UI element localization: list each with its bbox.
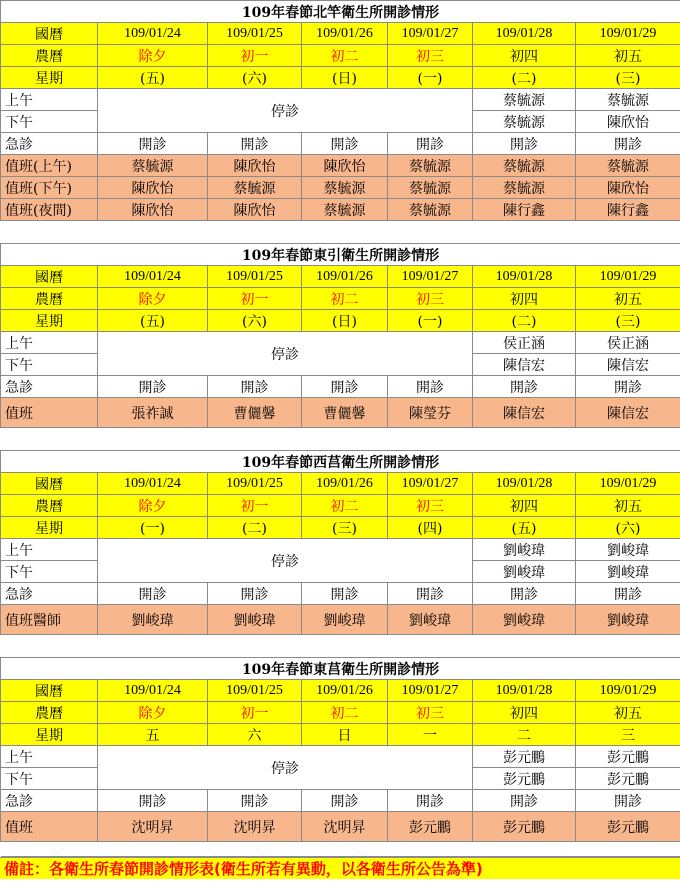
date-cell: 109/01/26 bbox=[302, 266, 388, 288]
weekday-cell: (三) bbox=[302, 517, 388, 539]
emergency-cell: 開診 bbox=[208, 376, 302, 398]
lunar-cell: 初二 bbox=[302, 702, 388, 724]
calendar-row bbox=[1, 680, 680, 702]
weekday-cell: (一) bbox=[388, 310, 473, 332]
calendar-row bbox=[1, 23, 680, 45]
weekday-cell: (四) bbox=[388, 517, 473, 539]
spacer-row bbox=[1, 221, 680, 244]
date-cell: 109/01/25 bbox=[208, 473, 302, 495]
duty-cell: 彭元鵬 bbox=[576, 812, 680, 842]
lunar-cell: 初四 bbox=[473, 702, 576, 724]
calendar-row bbox=[1, 473, 680, 495]
date-cell: 109/01/27 bbox=[388, 680, 473, 702]
lunar-row bbox=[1, 288, 680, 310]
date-cell: 109/01/28 bbox=[473, 680, 576, 702]
date-cell: 109/01/29 bbox=[576, 266, 680, 288]
duty-cell: 陳欣怡 bbox=[576, 177, 680, 199]
am-doctor-cell: 蔡毓源 bbox=[473, 89, 576, 111]
duty-cell: 陳欣怡 bbox=[302, 155, 388, 177]
weekday-cell: 五 bbox=[98, 724, 208, 746]
pm-doctor-cell: 陳欣怡 bbox=[576, 111, 680, 133]
lunar-cell: 除夕 bbox=[98, 702, 208, 724]
weekday-cell: 一 bbox=[388, 724, 473, 746]
weekday-row bbox=[1, 310, 680, 332]
am-doctor-cell: 蔡毓源 bbox=[576, 89, 680, 111]
am-doctor-cell: 彭元鵬 bbox=[576, 746, 680, 768]
emergency-label: 急診 bbox=[1, 133, 98, 155]
weekday-cell: (一) bbox=[388, 67, 473, 89]
duty-cell: 蔡毓源 bbox=[98, 155, 208, 177]
spacer-row bbox=[1, 428, 680, 451]
lunar-cell: 初五 bbox=[576, 495, 680, 517]
lunar-label: 農曆 bbox=[1, 45, 98, 67]
emergency-label: 急診 bbox=[1, 583, 98, 605]
duty-cell: 陳欣怡 bbox=[98, 177, 208, 199]
table-title: 109年春節西莒衛生所開診情形 bbox=[1, 451, 680, 473]
weekday-cell: (六) bbox=[576, 517, 680, 539]
emergency-cell: 開診 bbox=[388, 133, 473, 155]
emergency-cell: 開診 bbox=[98, 376, 208, 398]
date-cell: 109/01/25 bbox=[208, 23, 302, 45]
duty-label: 值班(夜間) bbox=[1, 199, 98, 221]
emergency-cell: 開診 bbox=[473, 583, 576, 605]
weekday-cell: (六) bbox=[208, 310, 302, 332]
spacer-cell bbox=[1, 221, 680, 244]
am-doctor-cell: 劉峻瑋 bbox=[576, 539, 680, 561]
emergency-row bbox=[1, 376, 680, 398]
emergency-cell: 開診 bbox=[576, 790, 680, 812]
duty-cell: 劉峻瑋 bbox=[473, 605, 576, 635]
weekday-label: 星期 bbox=[1, 310, 98, 332]
footer-note: 備註：各衛生所春節開診情形表(衛生所若有異動，以各衛生所公告為準) bbox=[0, 857, 680, 879]
emergency-cell: 開診 bbox=[473, 376, 576, 398]
weekday-label: 星期 bbox=[1, 724, 98, 746]
duty-cell: 劉峻瑋 bbox=[98, 605, 208, 635]
duty-cell: 劉峻瑋 bbox=[388, 605, 473, 635]
emergency-cell: 開診 bbox=[208, 583, 302, 605]
weekday-row bbox=[1, 724, 680, 746]
am-label: 上午 bbox=[1, 746, 98, 768]
lunar-cell: 初三 bbox=[388, 495, 473, 517]
date-cell: 109/01/28 bbox=[473, 473, 576, 495]
weekday-label: 星期 bbox=[1, 517, 98, 539]
weekday-label: 星期 bbox=[1, 67, 98, 89]
calendar-label: 國曆 bbox=[1, 23, 98, 45]
duty-cell: 陳信宏 bbox=[576, 398, 680, 428]
lunar-cell: 除夕 bbox=[98, 495, 208, 517]
duty-cell: 劉峻瑋 bbox=[302, 605, 388, 635]
am-label: 上午 bbox=[1, 89, 98, 111]
calendar-label: 國曆 bbox=[1, 473, 98, 495]
date-cell: 109/01/25 bbox=[208, 266, 302, 288]
emergency-row bbox=[1, 583, 680, 605]
emergency-cell: 開診 bbox=[302, 583, 388, 605]
emergency-cell: 開診 bbox=[388, 376, 473, 398]
emergency-cell: 開診 bbox=[388, 790, 473, 812]
closed-cell: 停診 bbox=[98, 89, 473, 133]
lunar-label: 農曆 bbox=[1, 495, 98, 517]
date-cell: 109/01/24 bbox=[98, 23, 208, 45]
pm-label: 下午 bbox=[1, 354, 98, 376]
duty-label: 值班 bbox=[1, 398, 98, 428]
duty-cell: 曹儷馨 bbox=[208, 398, 302, 428]
weekday-cell: (二) bbox=[473, 67, 576, 89]
weekday-cell: 日 bbox=[302, 724, 388, 746]
date-cell: 109/01/26 bbox=[302, 23, 388, 45]
duty-row bbox=[1, 812, 680, 842]
lunar-cell: 除夕 bbox=[98, 45, 208, 67]
emergency-cell: 開診 bbox=[576, 133, 680, 155]
am-row bbox=[1, 539, 680, 561]
weekday-cell: (二) bbox=[208, 517, 302, 539]
spacer-cell bbox=[1, 842, 680, 857]
weekday-cell: (五) bbox=[98, 67, 208, 89]
duty-cell: 陳行鑫 bbox=[473, 199, 576, 221]
duty-cell: 曹儷馨 bbox=[302, 398, 388, 428]
emergency-cell: 開診 bbox=[302, 133, 388, 155]
emergency-cell: 開診 bbox=[473, 133, 576, 155]
pm-doctor-cell: 彭元鵬 bbox=[576, 768, 680, 790]
duty-cell: 劉峻瑋 bbox=[576, 605, 680, 635]
date-cell: 109/01/24 bbox=[98, 680, 208, 702]
duty-cell: 陳信宏 bbox=[473, 398, 576, 428]
duty-row bbox=[1, 605, 680, 635]
am-doctor-cell: 侯正涵 bbox=[576, 332, 680, 354]
lunar-cell: 初一 bbox=[208, 288, 302, 310]
duty-cell: 蔡毓源 bbox=[473, 177, 576, 199]
date-cell: 109/01/27 bbox=[388, 473, 473, 495]
duty-cell: 陳欣怡 bbox=[208, 155, 302, 177]
lunar-cell: 初一 bbox=[208, 702, 302, 724]
duty-cell: 蔡毓源 bbox=[302, 177, 388, 199]
calendar-label: 國曆 bbox=[1, 266, 98, 288]
am-doctor-cell: 侯正涵 bbox=[473, 332, 576, 354]
weekday-cell: 六 bbox=[208, 724, 302, 746]
emergency-label: 急診 bbox=[1, 790, 98, 812]
lunar-row bbox=[1, 495, 680, 517]
duty-cell: 蔡毓源 bbox=[302, 199, 388, 221]
date-cell: 109/01/27 bbox=[388, 23, 473, 45]
date-cell: 109/01/29 bbox=[576, 473, 680, 495]
weekday-cell: (六) bbox=[208, 67, 302, 89]
pm-doctor-cell: 陳信宏 bbox=[473, 354, 576, 376]
duty-cell: 蔡毓源 bbox=[388, 199, 473, 221]
pm-doctor-cell: 劉峻瑋 bbox=[473, 561, 576, 583]
weekday-cell: (三) bbox=[576, 67, 680, 89]
closed-cell: 停診 bbox=[98, 332, 473, 376]
emergency-row bbox=[1, 133, 680, 155]
weekday-row bbox=[1, 67, 680, 89]
emergency-cell: 開診 bbox=[208, 790, 302, 812]
table-title: 109年春節北竿衛生所開診情形 bbox=[1, 1, 680, 23]
am-row bbox=[1, 332, 680, 354]
emergency-cell: 開診 bbox=[576, 376, 680, 398]
date-cell: 109/01/27 bbox=[388, 266, 473, 288]
am-doctor-cell: 劉峻瑋 bbox=[473, 539, 576, 561]
weekday-cell: (日) bbox=[302, 67, 388, 89]
weekday-row bbox=[1, 517, 680, 539]
duty-cell: 沈明昇 bbox=[208, 812, 302, 842]
duty-label: 值班(下午) bbox=[1, 177, 98, 199]
spacer-row bbox=[1, 635, 680, 658]
lunar-cell: 初二 bbox=[302, 45, 388, 67]
duty-row bbox=[1, 177, 680, 199]
duty-cell: 彭元鵬 bbox=[473, 812, 576, 842]
date-cell: 109/01/25 bbox=[208, 680, 302, 702]
pm-label: 下午 bbox=[1, 561, 98, 583]
spacer-cell bbox=[1, 635, 680, 658]
duty-cell: 陳欣怡 bbox=[98, 199, 208, 221]
lunar-row bbox=[1, 702, 680, 724]
calendar-label: 國曆 bbox=[1, 680, 98, 702]
weekday-cell: 二 bbox=[473, 724, 576, 746]
emergency-label: 急診 bbox=[1, 376, 98, 398]
weekday-cell: (日) bbox=[302, 310, 388, 332]
duty-cell: 張祚誠 bbox=[98, 398, 208, 428]
duty-cell: 陳欣怡 bbox=[208, 199, 302, 221]
lunar-label: 農曆 bbox=[1, 702, 98, 724]
am-row bbox=[1, 746, 680, 768]
duty-cell: 彭元鵬 bbox=[388, 812, 473, 842]
duty-label: 值班(上午) bbox=[1, 155, 98, 177]
spacer-cell bbox=[1, 428, 680, 451]
duty-cell: 陳瑩芬 bbox=[388, 398, 473, 428]
pm-doctor-cell: 陳信宏 bbox=[576, 354, 680, 376]
lunar-cell: 初五 bbox=[576, 702, 680, 724]
duty-cell: 沈明昇 bbox=[302, 812, 388, 842]
duty-label: 值班 bbox=[1, 812, 98, 842]
date-cell: 109/01/29 bbox=[576, 23, 680, 45]
duty-cell: 蔡毓源 bbox=[388, 177, 473, 199]
lunar-cell: 初二 bbox=[302, 288, 388, 310]
duty-cell: 蔡毓源 bbox=[388, 155, 473, 177]
emergency-cell: 開診 bbox=[98, 133, 208, 155]
lunar-cell: 初五 bbox=[576, 288, 680, 310]
weekday-cell: (五) bbox=[98, 310, 208, 332]
emergency-cell: 開診 bbox=[208, 133, 302, 155]
duty-cell: 蔡毓源 bbox=[208, 177, 302, 199]
date-cell: 109/01/26 bbox=[302, 473, 388, 495]
weekday-cell: (三) bbox=[576, 310, 680, 332]
lunar-cell: 初三 bbox=[388, 702, 473, 724]
table-title-row bbox=[1, 1, 680, 23]
lunar-cell: 初三 bbox=[388, 288, 473, 310]
pm-doctor-cell: 劉峻瑋 bbox=[576, 561, 680, 583]
emergency-cell: 開診 bbox=[98, 583, 208, 605]
pm-doctor-cell: 蔡毓源 bbox=[473, 111, 576, 133]
lunar-cell: 初四 bbox=[473, 45, 576, 67]
duty-row bbox=[1, 199, 680, 221]
duty-cell: 沈明昇 bbox=[98, 812, 208, 842]
spacer-row bbox=[1, 842, 680, 857]
lunar-cell: 初一 bbox=[208, 45, 302, 67]
table-title: 109年春節東引衛生所開診情形 bbox=[1, 244, 680, 266]
calendar-row bbox=[1, 266, 680, 288]
duty-cell: 劉峻瑋 bbox=[208, 605, 302, 635]
pm-label: 下午 bbox=[1, 111, 98, 133]
date-cell: 109/01/24 bbox=[98, 266, 208, 288]
lunar-cell: 初一 bbox=[208, 495, 302, 517]
duty-row bbox=[1, 398, 680, 428]
lunar-cell: 初五 bbox=[576, 45, 680, 67]
duty-cell: 蔡毓源 bbox=[576, 155, 680, 177]
am-label: 上午 bbox=[1, 332, 98, 354]
date-cell: 109/01/28 bbox=[473, 266, 576, 288]
am-doctor-cell: 彭元鵬 bbox=[473, 746, 576, 768]
date-cell: 109/01/24 bbox=[98, 473, 208, 495]
emergency-cell: 開診 bbox=[576, 583, 680, 605]
date-cell: 109/01/29 bbox=[576, 680, 680, 702]
closed-cell: 停診 bbox=[98, 746, 473, 790]
lunar-cell: 除夕 bbox=[98, 288, 208, 310]
am-label: 上午 bbox=[1, 539, 98, 561]
weekday-cell: (五) bbox=[473, 517, 576, 539]
emergency-cell: 開診 bbox=[473, 790, 576, 812]
duty-cell: 蔡毓源 bbox=[473, 155, 576, 177]
lunar-cell: 初三 bbox=[388, 45, 473, 67]
table-title-row bbox=[1, 244, 680, 266]
emergency-cell: 開診 bbox=[98, 790, 208, 812]
table-title: 109年春節東莒衛生所開診情形 bbox=[1, 658, 680, 680]
emergency-cell: 開診 bbox=[388, 583, 473, 605]
duty-row bbox=[1, 155, 680, 177]
weekday-cell: (二) bbox=[473, 310, 576, 332]
emergency-cell: 開診 bbox=[302, 790, 388, 812]
weekday-cell: 三 bbox=[576, 724, 680, 746]
emergency-row bbox=[1, 790, 680, 812]
date-cell: 109/01/26 bbox=[302, 680, 388, 702]
pm-label: 下午 bbox=[1, 768, 98, 790]
duty-cell: 陳行鑫 bbox=[576, 199, 680, 221]
lunar-cell: 初二 bbox=[302, 495, 388, 517]
emergency-cell: 開診 bbox=[302, 376, 388, 398]
table-title-row bbox=[1, 658, 680, 680]
am-row bbox=[1, 89, 680, 111]
closed-cell: 停診 bbox=[98, 539, 473, 583]
lunar-cell: 初四 bbox=[473, 288, 576, 310]
table-title-row bbox=[1, 451, 680, 473]
date-cell: 109/01/28 bbox=[473, 23, 576, 45]
lunar-row bbox=[1, 45, 680, 67]
weekday-cell: (一) bbox=[98, 517, 208, 539]
duty-label: 值班醫師 bbox=[1, 605, 98, 635]
pm-doctor-cell: 彭元鵬 bbox=[473, 768, 576, 790]
lunar-cell: 初四 bbox=[473, 495, 576, 517]
lunar-label: 農曆 bbox=[1, 288, 98, 310]
